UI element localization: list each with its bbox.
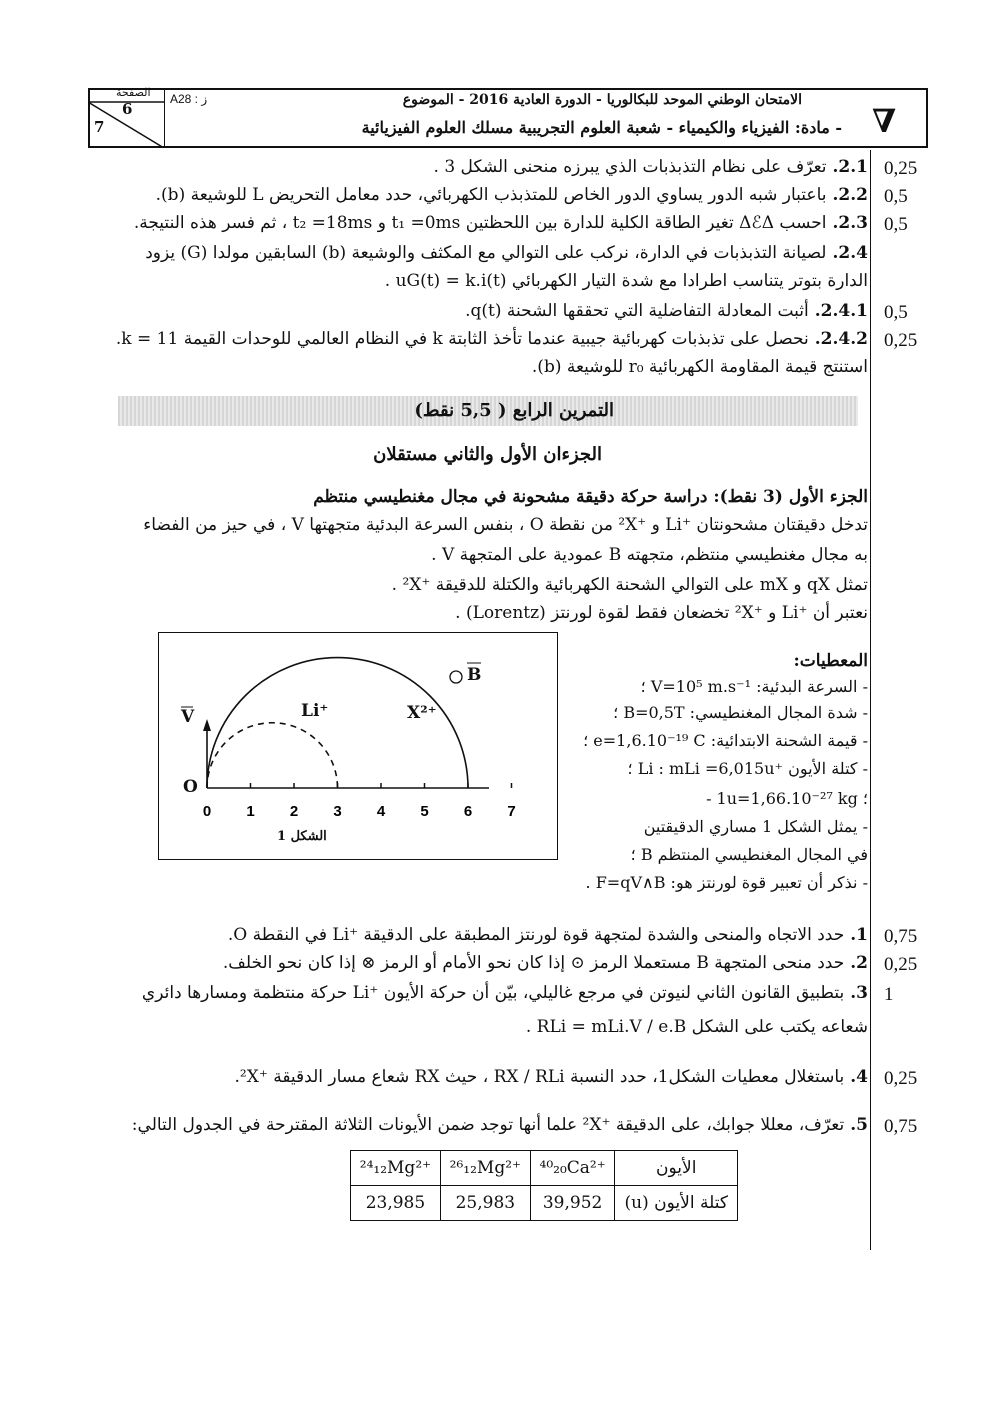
- score-bottom-2: 1: [884, 984, 894, 1005]
- question-top-text-0: تعرّف على نظام التذبذبات الذي يبرزه منحنى الشكل 3 .: [433, 157, 827, 177]
- score-bottom-4: 0,25: [884, 1068, 918, 1089]
- page-label: الصفحة: [116, 86, 151, 99]
- question-top-6: [116, 328, 868, 350]
- ion-col-3: ²⁴₁₂Mg²⁺: [351, 1151, 441, 1186]
- score-column-rule: [870, 150, 871, 1250]
- header-line-1: الامتحان الوطني الموحد للبكالوريا - الدورة العادية 2016 - الموضوع: [402, 92, 802, 108]
- question-top-1: [156, 184, 868, 206]
- trajectory-plot: [159, 633, 557, 859]
- question-bottom-text-3: شعاعه يكتب على الشكل RLi = mLi.V / e.B .: [525, 1017, 868, 1037]
- ion-col-2: ²⁶₁₂Mg²⁺: [440, 1151, 530, 1186]
- nabla-icon: ∇: [872, 102, 897, 140]
- exercise-subtitle: الجزءان الأول والثاني مستقلان: [373, 444, 602, 465]
- origin-label: O: [183, 777, 198, 797]
- ion-table: [350, 1150, 738, 1221]
- question-top-num-1: 2.2.: [832, 185, 868, 205]
- data-item-6: في المجال المغنطيسي المنتظم B ؛: [630, 845, 868, 864]
- score-bottom-5: 0,75: [884, 1116, 918, 1137]
- question-top-5: [465, 300, 868, 322]
- question-top-4: [385, 270, 868, 292]
- ion-mass-2: 25,983: [440, 1186, 530, 1221]
- v-arrowhead: [203, 719, 211, 731]
- score-bottom-0: 0,75: [884, 926, 918, 947]
- x-tick-label-3: 3: [333, 803, 342, 820]
- question-bottom-1: [223, 952, 868, 974]
- data-item-4: - 1u=1,66.10⁻²⁷ kg ؛: [706, 789, 868, 808]
- ion-mass-1: 39,952: [530, 1186, 615, 1221]
- ion-mass-label: كتلة الأيون (u): [615, 1186, 738, 1221]
- li-trajectory: [207, 723, 338, 788]
- ion-table-header-row: [351, 1151, 738, 1186]
- question-top-text-7: استنتج قيمة المقاومة الكهربائية r₀ للوشيعة (b).: [531, 357, 868, 377]
- question-bottom-text-2: بتطبيق القانون الثاني لنيوتن في مرجع غاليلي، بيّن أن حركة الأيون ⁺Li حركة منتظمة ومسارها دائري: [141, 983, 845, 1003]
- question-top-num-6: 2.4.2.: [814, 329, 868, 349]
- question-top-2: [134, 212, 868, 234]
- exercise-title: التمرين الرابع ( 5,5 نقط): [414, 400, 614, 421]
- question-bottom-text-5: تعرّف، معللا جوابك، على الدقيقة ⁺²X علما أنها توجد ضمن الأيونات الثلاثة المقترحة في الجدول التالي:: [131, 1115, 845, 1135]
- score-top-6: 0,25: [884, 330, 918, 351]
- x-label: X²⁺: [407, 703, 437, 723]
- figure-caption: الشكل 1: [277, 829, 327, 844]
- question-bottom-text-4: باستغلال معطيات الشكل1، حدد النسبة RX / RLi ، حيث RX شعاع مسار الدقيقة ⁺²X.: [234, 1067, 845, 1087]
- x-tick-label-5: 5: [420, 803, 429, 820]
- data-item-2: - قيمة الشحنة الابتدائية: e=1,6.10⁻¹⁹ C ؛: [583, 731, 868, 750]
- question-top-text-2: احسب ΔℰΔ تغير الطاقة الكلية للدارة بين اللحظتين t₁ =0ms و t₂ =18ms ، ثم فسر هذه النتيجة.: [133, 213, 827, 233]
- x-tick-label-0: 0: [202, 803, 212, 820]
- question-bottom-text-0: حدد الاتجاه والمنحى والشدة لمتجهة قوة لورنتز المطبقة على الدقيقة ⁺Li في النقطة O.: [227, 925, 845, 945]
- score-top-0: 0,25: [884, 158, 918, 179]
- data-item-7: - نذكر أن تعبير قوة لورنتز هو: F=qV∧B .: [585, 873, 868, 892]
- question-bottom-3: [526, 1016, 868, 1038]
- question-bottom-num-2: 3.: [850, 983, 868, 1003]
- question-top-text-6: نحصل على تذبذبات كهربائية جيبية عندما تأخذ الثابتة k في النظام العالمي للوحدات القيمة k = 11.: [115, 329, 809, 349]
- x-tick-label-7: 7: [507, 803, 516, 820]
- question-top-7: [532, 356, 868, 378]
- intro-line-4: نعتبر أن ⁺Li و ⁺²X تخضعان فقط لقوة لورنتز (Lorentz) .: [455, 603, 868, 623]
- intro-line-2: به مجال مغنطيسي منتظم، متجهته B عمودية على المتجهة V .: [431, 545, 868, 565]
- question-top-num-0: 2.1.: [832, 157, 868, 177]
- question-top-num-5: 2.4.1.: [814, 301, 868, 321]
- question-top-text-5: أثبت المعادلة التفاضلية التي تحققها الشحنة q(t).: [465, 301, 809, 321]
- page-number: 6: [122, 100, 133, 118]
- exam-code: A28 : ز: [170, 92, 208, 106]
- x-tick-label-2: 2: [289, 803, 299, 820]
- question-bottom-num-0: 1.: [850, 925, 868, 945]
- data-item-0: - السرعة البدئية: V=10⁵ m.s⁻¹ ؛: [640, 677, 868, 696]
- question-top-0: [434, 156, 868, 178]
- score-top-5: 0,5: [884, 302, 908, 323]
- question-bottom-5: [132, 1114, 868, 1136]
- question-bottom-num-5: 5.: [850, 1115, 868, 1135]
- question-top-3: [145, 242, 868, 264]
- x-tick-label-1: 1: [246, 803, 255, 820]
- question-top-num-2: 2.3.: [832, 213, 868, 233]
- question-top-num-3: 2.4.: [832, 243, 868, 263]
- intro-line-1: تدخل دقيقتان مشحونتان ⁺Li و ⁺²X من نقطة O ، بنفس السرعة البدئية متجهتها V ، في حيز من الفضاء: [143, 515, 868, 535]
- score-bottom-1: 0,25: [884, 954, 918, 975]
- question-bottom-2: [142, 982, 868, 1004]
- page-total: 7: [94, 118, 105, 136]
- question-top-text-4: الدارة بتوتر يتناسب اطرادا مع شدة التيار الكهربائي uG(t) = k.i(t) .: [384, 271, 868, 291]
- part1-title: الجزء الأول (3 نقط): دراسة حركة دقيقة مشحونة في مجال مغنطيسي منتظم: [313, 487, 868, 507]
- ion-mass-3: 23,985: [351, 1186, 441, 1221]
- score-top-1: 0,5: [884, 186, 908, 207]
- header-line-2: - مادة: الفيزياء والكيمياء - شعبة العلوم التجريبية مسلك العلوم الفيزيائية: [361, 118, 842, 137]
- b-field-symbol-icon: [450, 671, 462, 683]
- x-tick-label-4: 4: [376, 803, 386, 820]
- ion-table-mass-row: [351, 1186, 738, 1221]
- question-bottom-num-4: 4.: [850, 1067, 868, 1087]
- ion-col-1: ⁴⁰₂₀Ca²⁺: [530, 1151, 615, 1186]
- question-top-text-3: لصيانة التذبذبات في الدارة، نركب على التوالي مع المكثف والوشيعة (b) السابقين مولدا (G) يزود: [145, 243, 827, 263]
- v-label: V: [181, 707, 195, 727]
- data-title: المعطيات:: [793, 651, 868, 671]
- figure-1: [158, 632, 558, 860]
- question-bottom-text-1: حدد منحى المتجهة B مستعملا الرمز ⊙ إذا كان نحو الأمام أو الرمز ⊗ إذا كان نحو الخلف.: [222, 953, 845, 973]
- ion-col-label: الأيون: [615, 1151, 738, 1186]
- b-label: B: [467, 665, 482, 685]
- data-item-1: - شدة المجال المغنطيسي: B=0,5T ؛: [613, 703, 868, 722]
- question-bottom-num-1: 2.: [850, 953, 868, 973]
- score-top-2: 0,5: [884, 214, 908, 235]
- intro-line-3: تمثل qX و mX على التوالي الشحنة الكهربائية والكتلة للدقيقة ⁺²X .: [391, 575, 868, 595]
- question-bottom-4: [235, 1066, 869, 1088]
- page-number-box: [88, 88, 165, 148]
- li-label: Li⁺: [301, 701, 329, 721]
- question-top-text-1: باعتبار شبه الدور يساوي الدور الخاص للمتذبذب الكهربائي، حدد معامل التحريض L للوشيعة (b).: [155, 185, 827, 205]
- question-bottom-0: [228, 924, 868, 946]
- data-item-3: - كتلة الأيون ⁺Li : mLi =6,015u ؛: [627, 759, 868, 778]
- data-item-5: - يمثل الشكل 1 مساري الدقيقتين: [643, 817, 868, 836]
- x-tick-label-6: 6: [463, 803, 473, 820]
